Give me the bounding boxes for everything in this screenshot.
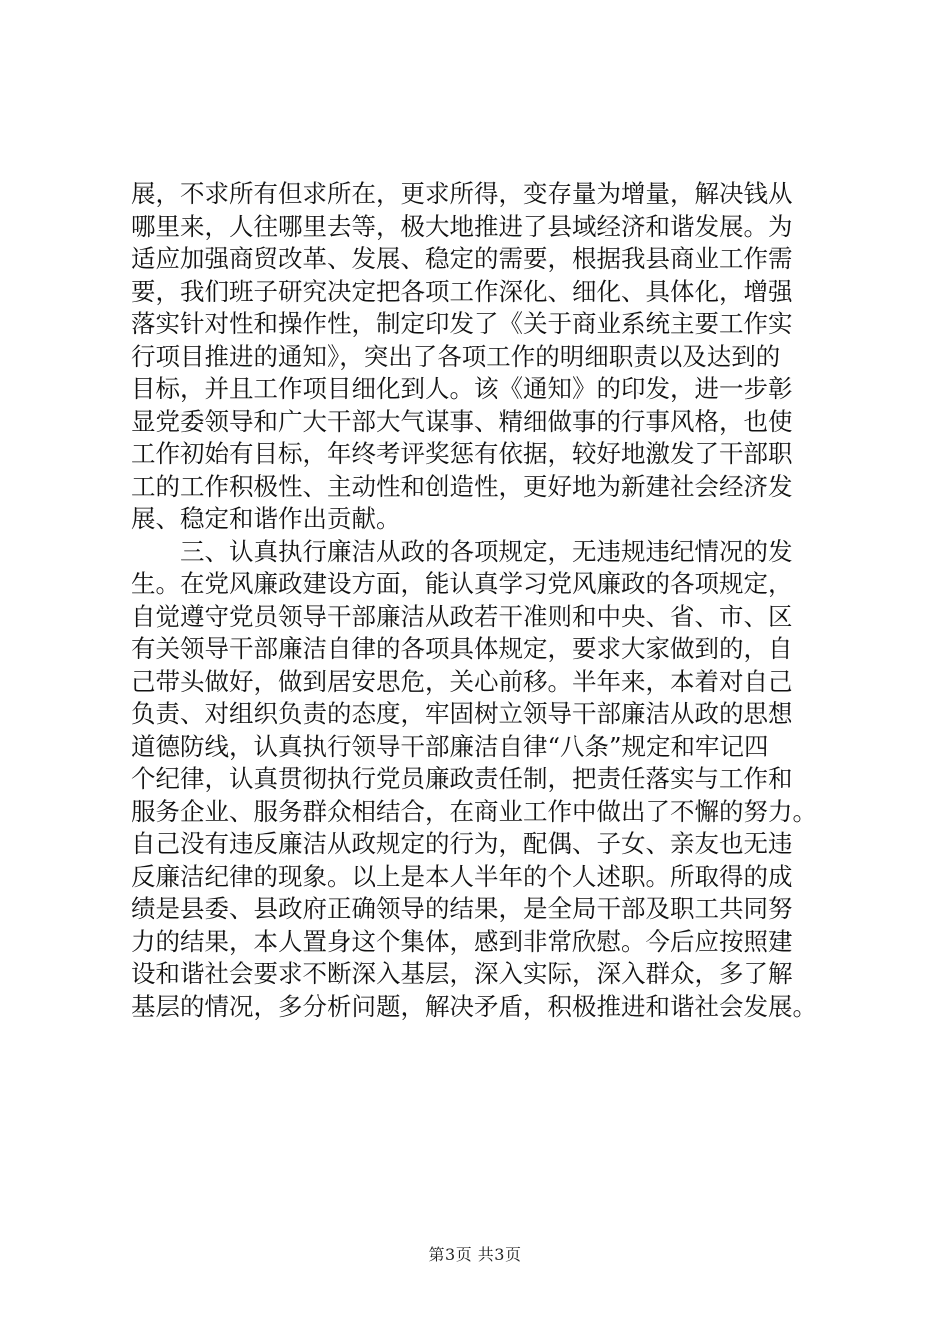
text-line: 三、认真执行廉洁从政的各项规定，无违规违纪情况的发 [131,536,793,566]
body-text [131,178,831,1023]
text-line: 道德防线，认真执行领导干部廉洁自律“八条”规定和牢记四 [131,731,769,761]
text-line: 负责、对组织负责的态度，牢固树立领导干部廉洁从政的思想 [131,699,793,728]
text-line: 个纪律，认真贯彻执行党员廉政责任制，把责任落实与工作和 [131,764,793,793]
text-line: 反廉洁纪律的现象。以上是本人半年的个人述职。所取得的成 [131,861,793,891]
text-line: 自己没有违反廉洁从政规定的行为，配偶、子女、亲友也无违 [131,829,793,858]
text-line: 力的结果，本人置身这个集体，感到非常欣慰。今后应按照建 [131,926,793,956]
text-line: 展，不求所有但求所在，更求所得，变存量为增量，解决钱从 [131,179,793,208]
text-line: 适应加强商贸改革、发展、稳定的需要，根据我县商业工作需 [131,244,793,273]
text-line: 工的工作积极性、主动性和创造性，更好地为新建社会经济发 [131,471,793,501]
text-line: 生。在党风廉政建设方面，能认真学习党风廉政的各项规定， [131,569,793,598]
text-line: 己带头做好，做到居安思危，关心前移。半年来，本着对自己 [131,666,793,696]
text-line: 显党委领导和广大干部大气谋事、精细做事的行事风格，也使 [131,406,793,436]
text-line: 目标，并且工作项目细化到人。该《通知》的印发，进一步彰 [131,374,793,403]
text-line: 要，我们班子研究决定把各项工作深化、细化、具体化，增强 [131,276,793,306]
text-line: 自觉遵守党员领导干部廉洁从政若干准则和中央、省、市、区 [131,601,793,631]
page-footer: 第3页 共3页 [428,1245,522,1264]
text-line: 行项目推进的通知》，突出了各项工作的明细职责以及达到的 [131,341,781,371]
text-line: 工作初始有目标，年终考评奖惩有依据，较好地激发了干部职 [131,439,793,468]
text-line: 落实针对性和操作性，制定印发了《关于商业系统主要工作实 [131,309,793,338]
text-line: 设和谐社会要求不断深入基层，深入实际，深入群众，多了解 [131,959,793,988]
text-line: 基层的情况，多分析问题，解决矛盾，积极推进和谐社会发展。 [131,991,817,1021]
text-line: 有关领导干部廉洁自律的各项具体规定，要求大家做到的，自 [131,634,793,663]
text-line: 服务企业、服务群众相结合，在商业工作中做出了不懈的努力。 [131,796,817,826]
text-line: 展、稳定和谐作出贡献。 [131,504,401,533]
text-line: 哪里来，人往哪里去等，极大地推进了县域经济和谐发展。为 [131,211,793,241]
text-line: 绩是县委、县政府正确领导的结果，是全局干部及职工共同努 [131,894,793,923]
